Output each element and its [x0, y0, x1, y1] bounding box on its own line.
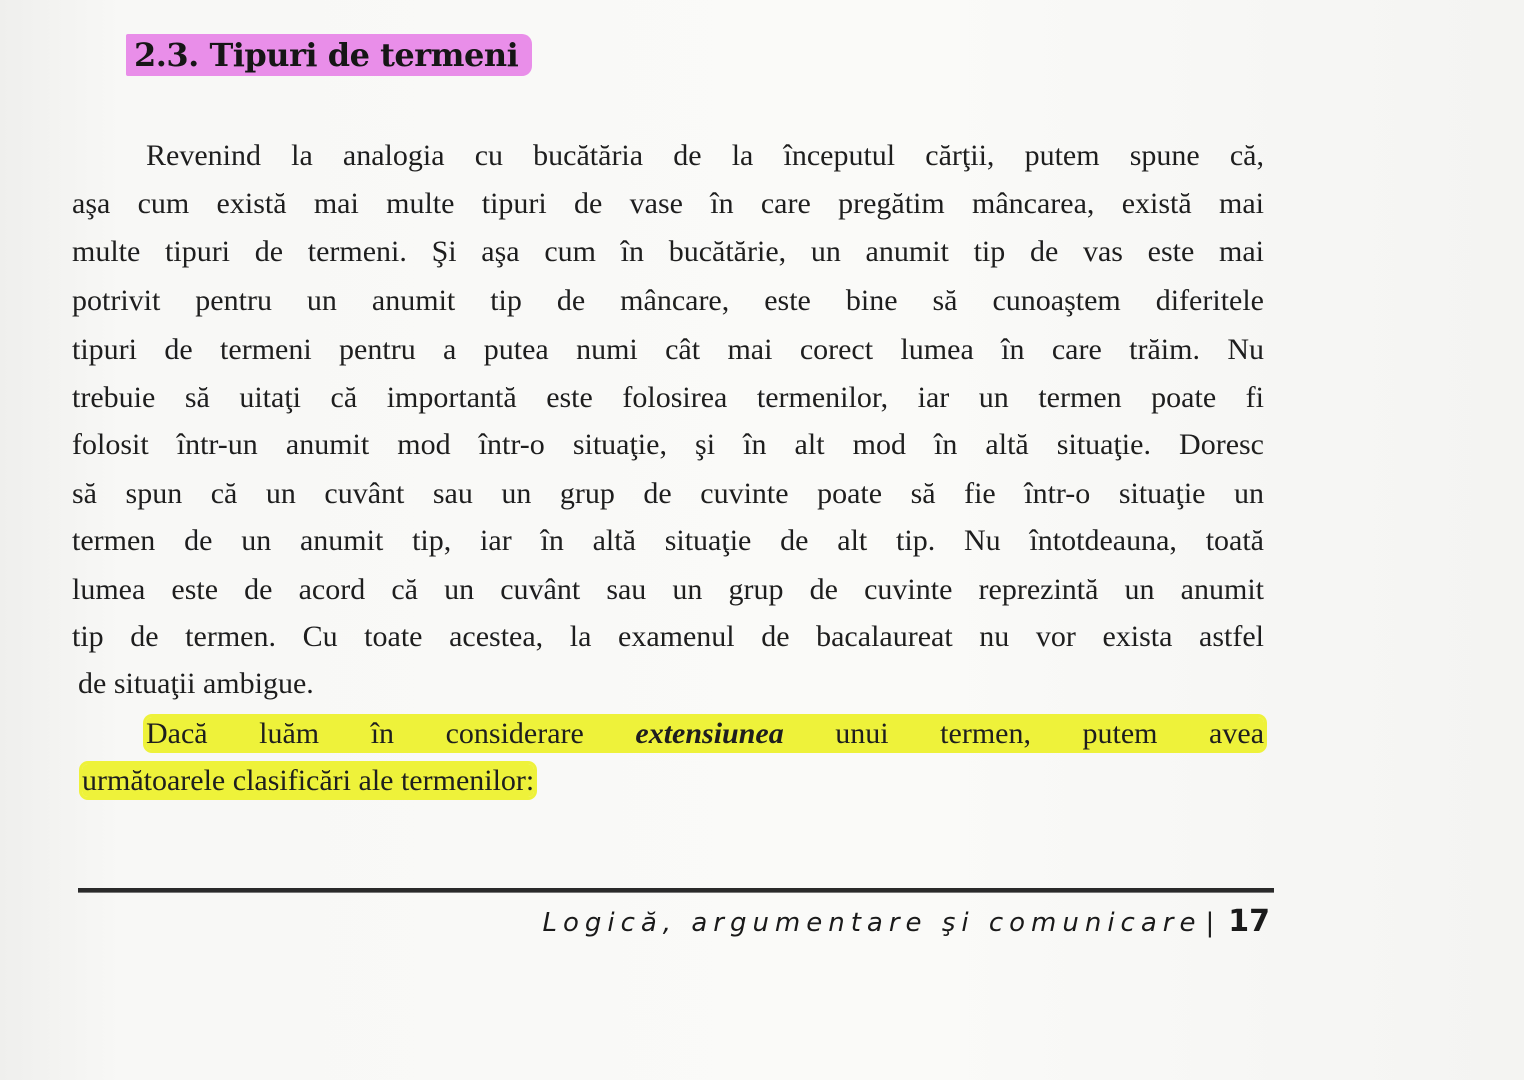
highlighted-line [146, 714, 1264, 754]
text-span: unui termen, putem avea [783, 717, 1265, 750]
paragraph-line: folosit într-un anumit mod într-o situaţie, şi în alt mod în altă situaţie. Doresc [72, 428, 1264, 461]
text-span: Dacă luăm în considerare [146, 717, 636, 750]
page-footer [500, 900, 1270, 945]
highlight-mark [146, 717, 1264, 750]
paragraph-line: să spun că un cuvânt sau un grup de cuvinte poate să fie într-o situaţie un [72, 477, 1264, 510]
highlight-mark: următoarele clasificări ale termenilor: [82, 764, 535, 797]
highlighted-line [82, 761, 534, 801]
page-number: 17 [1228, 904, 1270, 939]
book-title: Logică, argumentare şi comunicare [542, 908, 1202, 938]
paragraph-line: Revenind la analogia cu bucătăria de la începutul cărţii, putem spune că, [146, 139, 1264, 172]
section-heading-text: 2.3. Tipuri de termeni [134, 36, 519, 74]
section-heading [126, 34, 532, 76]
paragraph-line: aşa cum există mai multe tipuri de vase în care pregătim mâncarea, există mai [72, 187, 1264, 220]
footer-separator: | [1205, 908, 1215, 938]
paragraph-line: tip de termen. Cu toate acestea, la examenul de bacalaureat nu vor exista astfel [72, 620, 1264, 653]
emphasis-term: extensiunea [635, 717, 784, 750]
paragraph-line: de situaţii ambigue. [78, 667, 314, 700]
footer-rule [78, 888, 1274, 893]
paragraph-line: multe tipuri de termeni. Şi aşa cum în bucătărie, un anumit tip de vas este mai [72, 235, 1264, 268]
paragraph-line: potrivit pentru un anumit tip de mâncare, este bine să cunoaştem diferitele [72, 284, 1264, 317]
paragraph-line: trebuie să uitaţi că importantă este folosirea termenilor, iar un termen poate fi [72, 381, 1264, 414]
paragraph-line: lumea este de acord că un cuvânt sau un grup de cuvinte reprezintă un anumit [72, 573, 1264, 606]
paragraph-line: tipuri de termeni pentru a putea numi cât mai corect lumea în care trăim. Nu [72, 333, 1264, 366]
paragraph-line: termen de un anumit tip, iar în altă situaţie de alt tip. Nu întotdeauna, toată [72, 524, 1264, 557]
